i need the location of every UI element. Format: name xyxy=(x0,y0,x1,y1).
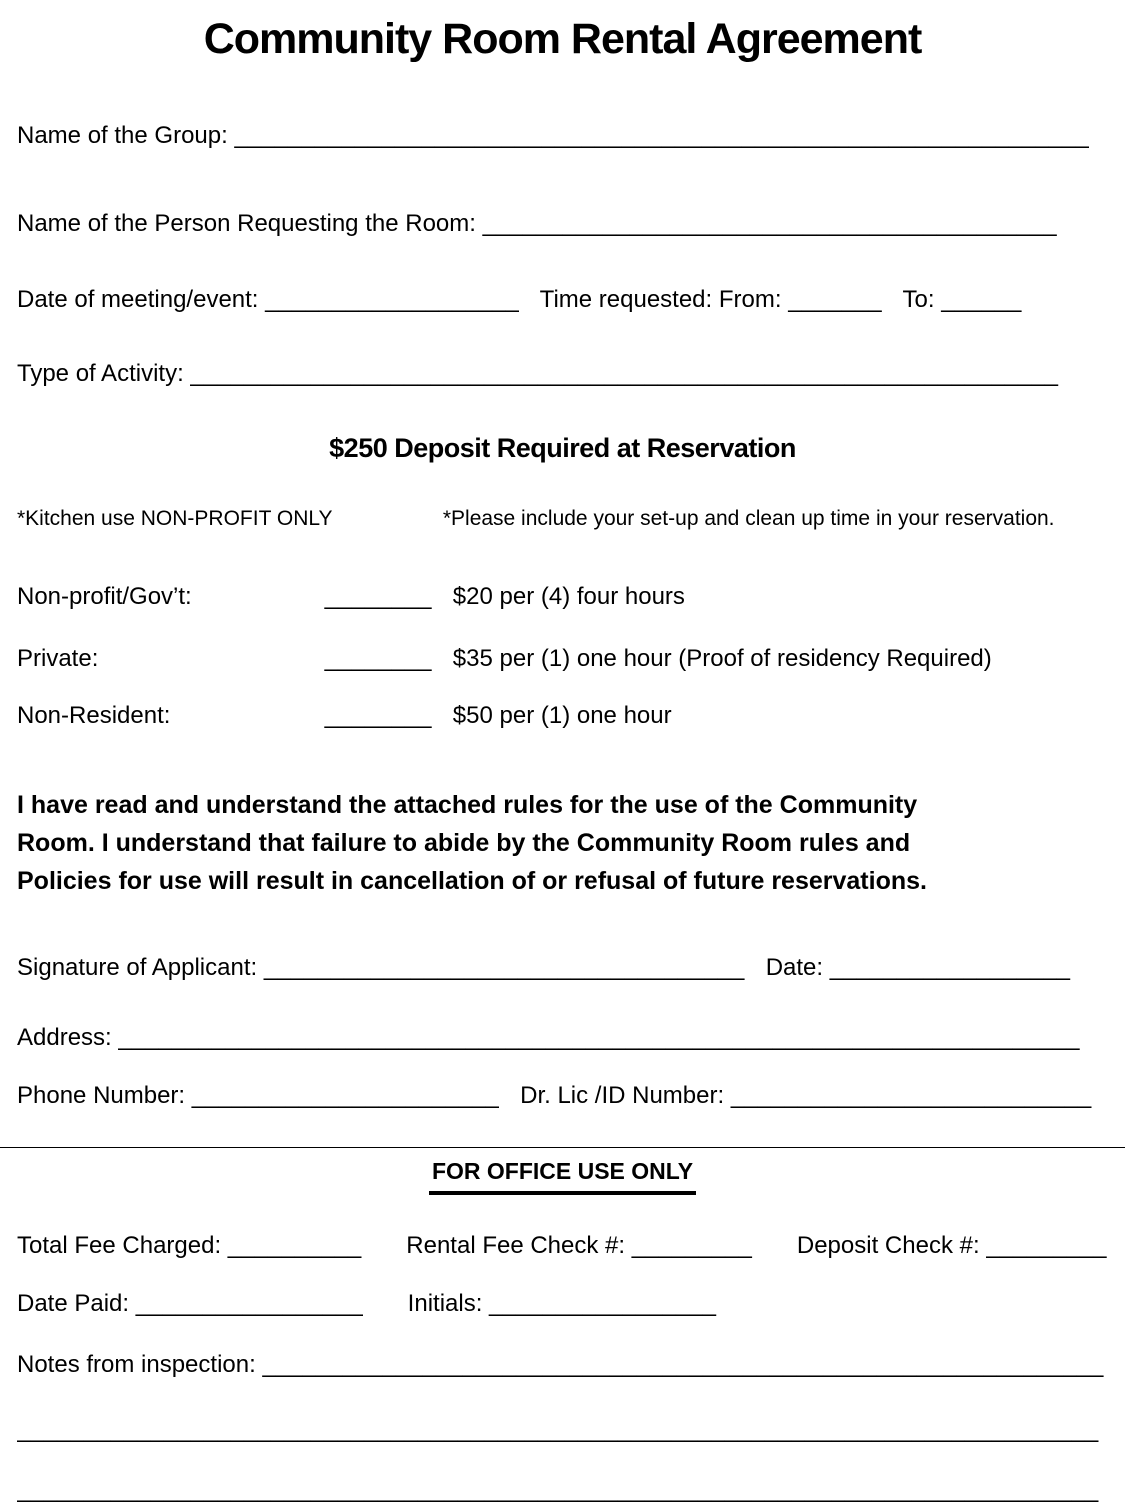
deposit-check-field[interactable]: _________ xyxy=(986,1232,1107,1259)
activity-label: Type of Activity: xyxy=(17,360,184,387)
group-name-field[interactable]: ________________________________________________________________ xyxy=(234,122,1089,149)
time-requested-label: Time requested: From: xyxy=(539,286,782,313)
fee-nonprofit-rate: $20 per (4) four hours xyxy=(452,583,685,610)
fee-private-field[interactable]: ________ xyxy=(324,645,432,672)
setup-note: *Please include your set-up and clean up time in your reservation. xyxy=(442,507,1055,530)
initials-label: Initials: xyxy=(407,1290,483,1317)
fee-nonresident-field[interactable]: ________ xyxy=(324,702,432,729)
kitchen-note: *Kitchen use NON-PROFIT ONLY xyxy=(17,507,333,530)
person-name-row xyxy=(17,210,1108,239)
phone-field[interactable]: _______________________ xyxy=(191,1082,499,1109)
id-label: Dr. Lic /ID Number: xyxy=(520,1082,725,1109)
phone-id-row xyxy=(17,1082,1108,1111)
date-paid-field[interactable]: _________________ xyxy=(135,1290,363,1317)
activity-row xyxy=(17,360,1108,389)
deposit-heading: $250 Deposit Required at Reservation xyxy=(329,433,796,463)
fee-nonresident-label: Non-Resident: xyxy=(17,702,171,729)
office-fees-row xyxy=(17,1232,1108,1261)
group-name-label: Name of the Group: xyxy=(17,122,228,149)
rental-check-field[interactable]: _________ xyxy=(631,1232,752,1259)
fee-row-private xyxy=(17,645,1108,674)
group-name-row xyxy=(17,122,1108,151)
inspection-notes-field-3[interactable]: _________________________________________________________________________________ xyxy=(17,1476,1099,1503)
phone-label: Phone Number: xyxy=(17,1082,186,1109)
date-paid-label: Date Paid: xyxy=(17,1290,130,1317)
fee-nonprofit-label: Non-profit/Gov’t: xyxy=(17,583,192,610)
rental-check-label: Rental Fee Check #: xyxy=(406,1232,626,1259)
id-field[interactable]: ___________________________ xyxy=(730,1082,1092,1109)
fee-private-label: Private: xyxy=(17,645,99,672)
address-row xyxy=(17,1024,1108,1053)
meeting-date-field[interactable]: ___________________ xyxy=(265,286,519,313)
acknowledgement-line-1: I have read and understand the attached rules for the use of the Community xyxy=(17,791,918,819)
acknowledgement-line-2: Room. I understand that failure to abide by the Community Room rules and xyxy=(17,829,911,857)
acknowledgement-paragraph xyxy=(17,786,1108,900)
time-to-field[interactable]: ______ xyxy=(941,286,1022,313)
address-label: Address: xyxy=(17,1024,112,1051)
page-title: Community Room Rental Agreement xyxy=(203,15,922,63)
signature-field[interactable]: ____________________________________ xyxy=(263,954,745,981)
signature-row xyxy=(17,954,1108,983)
inspection-notes-row xyxy=(17,1351,1108,1380)
meeting-date-label: Date of meeting/event: xyxy=(17,286,259,313)
inspection-notes-field-2[interactable]: _________________________________________________________________________________ xyxy=(17,1416,1099,1443)
inspection-notes-label: Notes from inspection: xyxy=(17,1351,256,1378)
office-heading-wrap xyxy=(0,1158,1125,1195)
office-heading: FOR OFFICE USE ONLY xyxy=(429,1158,696,1195)
fee-nonresident-rate: $50 per (1) one hour xyxy=(452,702,672,729)
person-name-label: Name of the Person Requesting the Room: xyxy=(17,210,476,237)
time-from-field[interactable]: _______ xyxy=(788,286,882,313)
notes-line xyxy=(17,506,1108,531)
fee-row-nonprofit xyxy=(17,583,1108,612)
inspection-notes-line-3 xyxy=(17,1476,1108,1505)
acknowledgement-line-3: Policies for use will result in cancellation of or refusal of future reservations. xyxy=(17,867,927,895)
fee-private-rate: $35 per (1) one hour (Proof of residency Required) xyxy=(452,645,992,672)
deposit-check-label: Deposit Check #: xyxy=(796,1232,980,1259)
signature-date-label: Date: xyxy=(765,954,824,981)
time-to-label: To: xyxy=(902,286,935,313)
signature-label: Signature of Applicant: xyxy=(17,954,258,981)
section-divider xyxy=(0,1147,1125,1148)
date-time-row xyxy=(17,286,1108,315)
inspection-notes-line-2 xyxy=(17,1416,1108,1445)
initials-field[interactable]: _________________ xyxy=(489,1290,716,1317)
total-fee-label: Total Fee Charged: xyxy=(17,1232,222,1259)
fee-row-nonresident xyxy=(17,702,1108,731)
person-name-field[interactable]: ___________________________________________ xyxy=(482,210,1057,237)
total-fee-field[interactable]: __________ xyxy=(227,1232,362,1259)
activity-field[interactable]: _________________________________________________________________ xyxy=(190,360,1059,387)
inspection-notes-field[interactable]: _______________________________________________________________ xyxy=(262,1351,1104,1378)
date-paid-row xyxy=(17,1290,1108,1319)
fee-nonprofit-field[interactable]: ________ xyxy=(324,583,432,610)
signature-date-field[interactable]: __________________ xyxy=(829,954,1071,981)
address-field[interactable]: ________________________________________________________________________ xyxy=(118,1024,1080,1051)
